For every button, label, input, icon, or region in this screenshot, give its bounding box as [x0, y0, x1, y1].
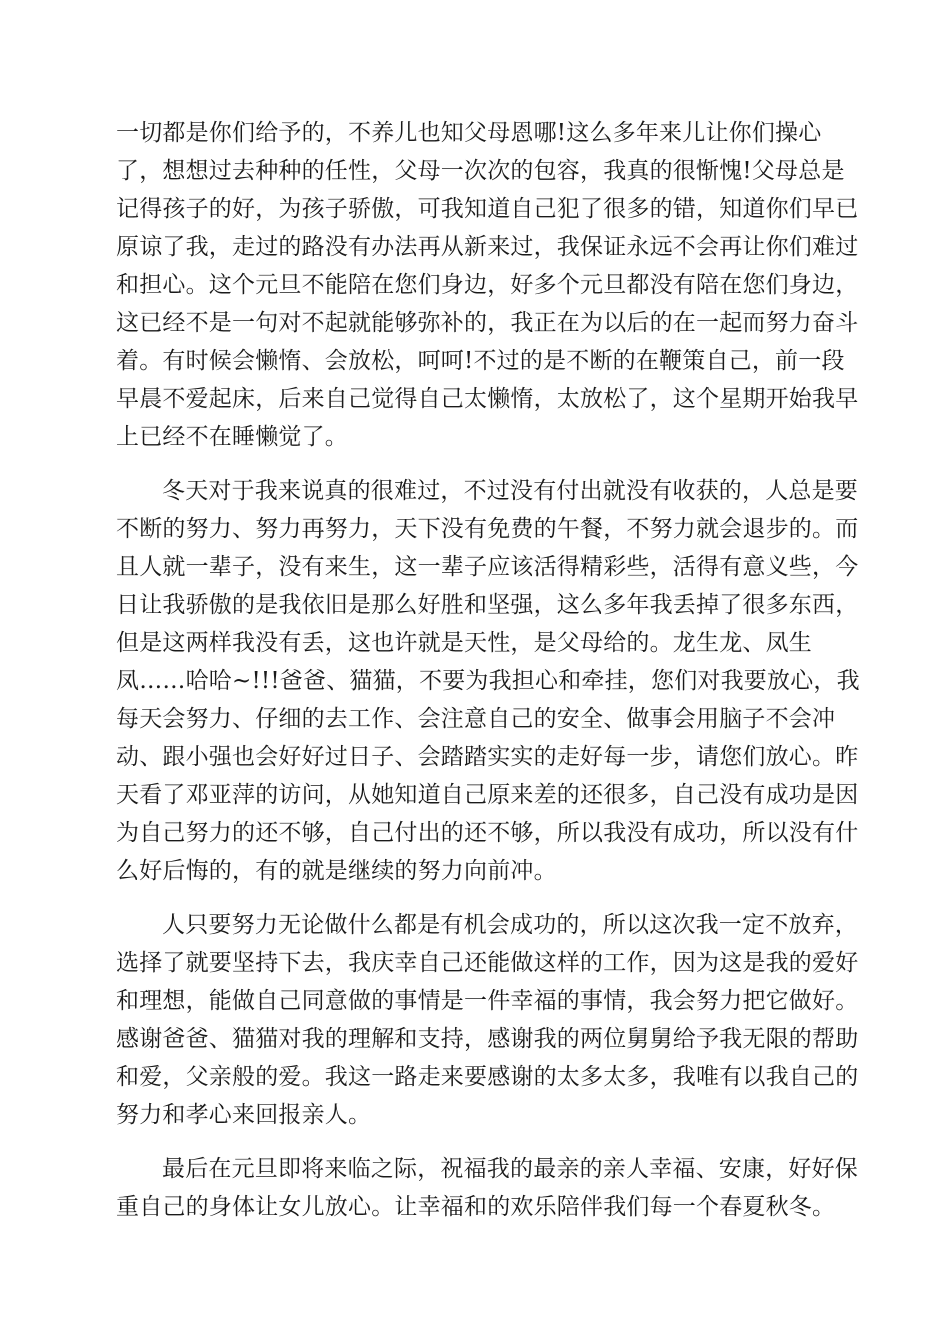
text-line: 感谢爸爸、猫猫对我的理解和支持，感谢我的两位舅舅给予我无限的帮助: [116, 1026, 859, 1052]
text-line: 天看了邓亚萍的访问，从她知道自己原来差的还很多，自己没有成功是因: [116, 782, 859, 808]
text-line: 这已经不是一句对不起就能够弥补的，我正在为以后的在一起而努力奋斗: [116, 310, 859, 336]
text-line: 动、跟小强也会好好过日子、会踏踏实实的走好每一步，请您们放心。昨: [116, 744, 859, 770]
text-line: 人只要努力无论做什么都是有机会成功的，所以这次我一定不放弃，: [162, 912, 858, 938]
text-line: 重自己的身体让女儿放心。让幸福和的欢乐陪伴我们每一个春夏秋冬。: [116, 1194, 836, 1220]
text-line: 着。有时候会懒惰、会放松，呵呵!不过的是不断的在鞭策自己，前一段: [116, 348, 845, 374]
text-line: 努力和孝心来回报亲人。: [116, 1102, 372, 1128]
text-line: 最后在元旦即将来临之际，祝福我的最亲的亲人幸福、安康，好好保: [162, 1156, 858, 1182]
text-line: 上已经不在睡懒觉了。: [116, 424, 348, 450]
text-line: 早晨不爱起床，后来自己觉得自己太懒惰，太放松了，这个星期开始我早: [116, 386, 859, 412]
text-line: 且人就一辈子，没有来生，这一辈子应该活得精彩些，活得有意义些，今: [116, 554, 859, 580]
text-line: 和爱，父亲般的爱。我这一路走来要感谢的太多太多，我唯有以我自己的: [116, 1064, 859, 1090]
text-line: 和担心。这个元旦不能陪在您们身边，好多个元旦都没有陪在您们身边，: [116, 272, 859, 298]
text-line: 不断的努力、努力再努力，天下没有免费的午餐，不努力就会退步的。而: [116, 516, 859, 542]
text-line: 么好后悔的，有的就是继续的努力向前冲。: [116, 858, 557, 884]
text-line: 日让我骄傲的是我依旧是那么好胜和坚强，这么多年我丢掉了很多东西，: [116, 592, 859, 618]
text-line: 每天会努力、仔细的去工作、会注意自己的安全、做事会用脑子不会冲: [116, 706, 836, 732]
text-line: 选择了就要坚持下去，我庆幸自己还能做这样的工作，因为这是我的爱好: [116, 950, 859, 976]
text-line: 原谅了我，走过的路没有办法再从新来过，我保证永远不会再让你们难过: [116, 234, 859, 260]
text-line: 冬天对于我来说真的很难过，不过没有付出就没有收获的，人总是要: [162, 478, 858, 504]
text-line: 一切都是你们给予的，不养儿也知父母恩哪!这么多年来儿让你们操心: [116, 120, 822, 146]
text-line: 记得孩子的好，为孩子骄傲，可我知道自己犯了很多的错，知道你们早已: [116, 196, 859, 222]
text-line: 了，想想过去种种的任性，父母一次次的包容，我真的很惭愧!父母总是: [116, 158, 845, 184]
text-line: 为自己努力的还不够，自己付出的还不够，所以我没有成功，所以没有什: [116, 820, 859, 846]
text-line: 和理想，能做自己同意做的事情是一件幸福的事情，我会努力把它做好。: [116, 988, 859, 1014]
text-line: 但是这两样我没有丢，这也许就是天性，是父母给的。龙生龙、凤生: [116, 630, 812, 656]
text-line: 凤……哈哈~!!!爸爸、猫猫，不要为我担心和牵挂，您们对我要放心，我: [116, 668, 860, 694]
